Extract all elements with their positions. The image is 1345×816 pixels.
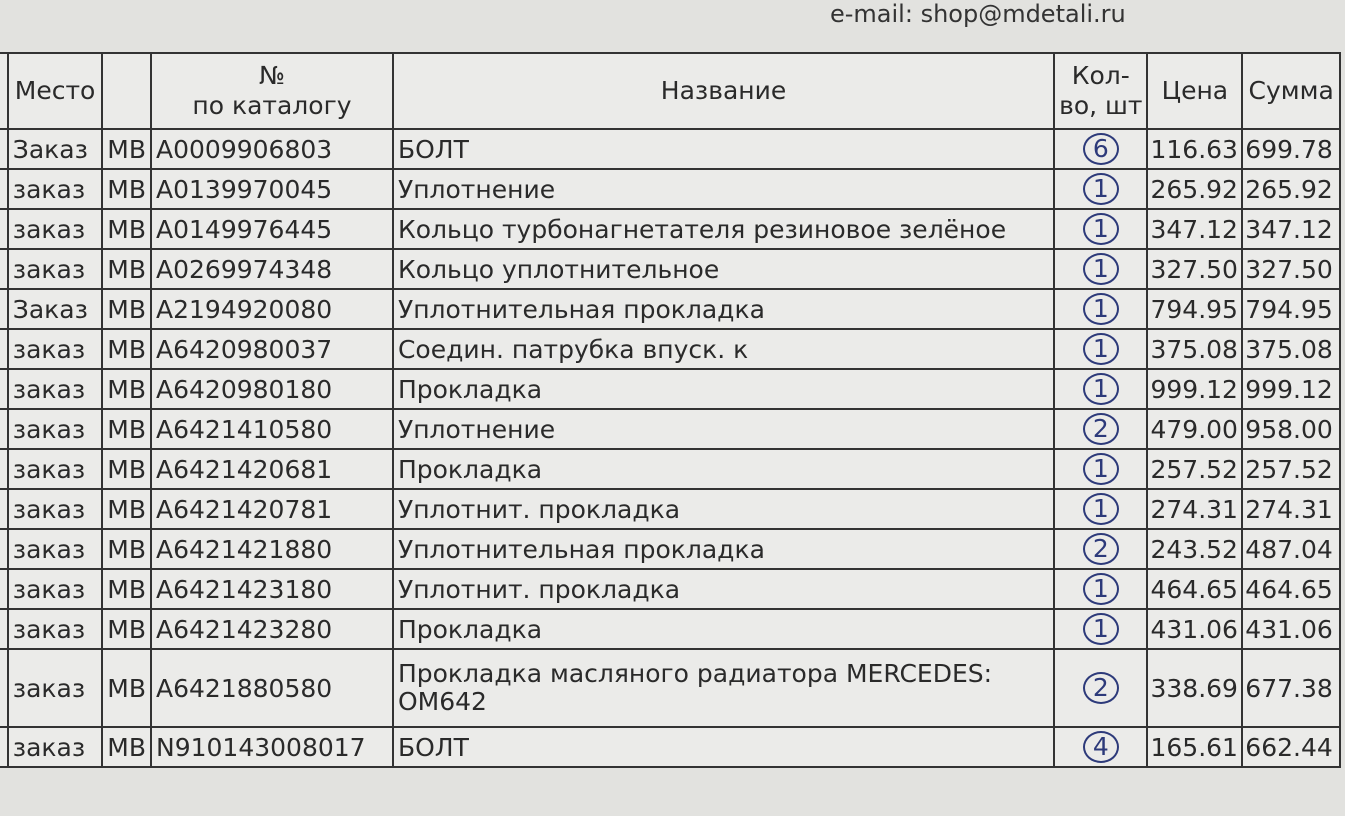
- qty-handwritten: 1: [1083, 613, 1119, 645]
- catalog-cell: A6421421880: [151, 529, 393, 569]
- qty-handwritten: 1: [1083, 573, 1119, 605]
- name-cell: Уплотнение: [393, 169, 1054, 209]
- price-cell: 375.08: [1147, 329, 1242, 369]
- brand-cell: MB: [102, 727, 151, 767]
- header-qty-line1: Кол-: [1071, 61, 1130, 90]
- header-place: Место: [8, 53, 102, 129]
- place-cell: заказ: [8, 169, 102, 209]
- catalog-cell: A6421423180: [151, 569, 393, 609]
- table-row: [0, 369, 1340, 409]
- header-sum: Сумма: [1242, 53, 1340, 129]
- brand-cell: MB: [102, 409, 151, 449]
- qty-handwritten: 1: [1083, 373, 1119, 405]
- place-cell: заказ: [8, 727, 102, 767]
- table-row: [0, 249, 1340, 289]
- row-blank: [0, 169, 8, 209]
- price-cell: 338.69: [1147, 649, 1242, 727]
- sum-cell: 375.08: [1242, 329, 1340, 369]
- qty-handwritten: 1: [1083, 293, 1119, 325]
- sum-cell: 464.65: [1242, 569, 1340, 609]
- table-row: [0, 649, 1340, 727]
- header-catalog: [151, 53, 393, 129]
- price-cell: 116.63: [1147, 129, 1242, 169]
- qty-handwritten: 2: [1083, 672, 1119, 704]
- catalog-cell: A6421420681: [151, 449, 393, 489]
- qty-handwritten: 6: [1083, 133, 1119, 165]
- brand-cell: MB: [102, 569, 151, 609]
- table-row: [0, 209, 1340, 249]
- place-cell: заказ: [8, 249, 102, 289]
- qty-cell: [1054, 209, 1147, 249]
- sum-cell: 327.50: [1242, 249, 1340, 289]
- sum-cell: 958.00: [1242, 409, 1340, 449]
- name-cell: Уплотнение: [393, 409, 1054, 449]
- header-brand: [102, 53, 151, 129]
- price-cell: 347.12: [1147, 209, 1242, 249]
- brand-cell: MB: [102, 209, 151, 249]
- shop-email: e-mail: shop@mdetali.ru: [830, 0, 1126, 28]
- price-cell: 265.92: [1147, 169, 1242, 209]
- qty-cell: [1054, 169, 1147, 209]
- brand-cell: MB: [102, 329, 151, 369]
- sum-cell: 699.78: [1242, 129, 1340, 169]
- brand-cell: MB: [102, 609, 151, 649]
- price-cell: 794.95: [1147, 289, 1242, 329]
- qty-cell: [1054, 249, 1147, 289]
- name-cell: Прокладка: [393, 369, 1054, 409]
- place-cell: заказ: [8, 489, 102, 529]
- catalog-cell: A0149976445: [151, 209, 393, 249]
- row-blank: [0, 569, 8, 609]
- place-cell: Заказ: [8, 289, 102, 329]
- place-cell: Заказ: [8, 129, 102, 169]
- qty-handwritten: 1: [1083, 453, 1119, 485]
- name-cell: Кольцо турбонагнетателя резиновое зелёное: [393, 209, 1054, 249]
- name-cell: Прокладка: [393, 449, 1054, 489]
- table-row: [0, 409, 1340, 449]
- qty-cell: [1054, 129, 1147, 169]
- price-cell: 479.00: [1147, 409, 1242, 449]
- place-cell: заказ: [8, 409, 102, 449]
- brand-cell: MB: [102, 449, 151, 489]
- catalog-cell: A6421880580: [151, 649, 393, 727]
- catalog-cell: A0139970045: [151, 169, 393, 209]
- qty-handwritten: 2: [1083, 413, 1119, 445]
- row-blank: [0, 129, 8, 169]
- brand-cell: MB: [102, 369, 151, 409]
- price-cell: 327.50: [1147, 249, 1242, 289]
- table-row: [0, 489, 1340, 529]
- price-cell: 165.61: [1147, 727, 1242, 767]
- qty-handwritten: 1: [1083, 333, 1119, 365]
- price-cell: 464.65: [1147, 569, 1242, 609]
- brand-cell: MB: [102, 529, 151, 569]
- brand-cell: MB: [102, 169, 151, 209]
- catalog-cell: A0269974348: [151, 249, 393, 289]
- header-qty: [1054, 53, 1147, 129]
- sum-cell: 794.95: [1242, 289, 1340, 329]
- qty-cell: [1054, 727, 1147, 767]
- row-blank: [0, 329, 8, 369]
- row-blank: [0, 209, 8, 249]
- qty-cell: [1054, 409, 1147, 449]
- qty-cell: [1054, 529, 1147, 569]
- name-cell: Уплотнительная прокладка: [393, 529, 1054, 569]
- header-name: Название: [393, 53, 1054, 129]
- name-cell: Прокладка масляного радиатора MERCEDES: OM642: [393, 649, 1054, 727]
- header-catalog-line2: по каталогу: [192, 91, 352, 120]
- catalog-cell: N910143008017: [151, 727, 393, 767]
- qty-cell: [1054, 449, 1147, 489]
- catalog-cell: A0009906803: [151, 129, 393, 169]
- header-catalog-line1: №: [258, 61, 285, 90]
- name-cell: Прокладка: [393, 609, 1054, 649]
- place-cell: заказ: [8, 649, 102, 727]
- qty-cell: [1054, 649, 1147, 727]
- qty-handwritten: 4: [1083, 731, 1119, 763]
- row-blank: [0, 609, 8, 649]
- sum-cell: 487.04: [1242, 529, 1340, 569]
- catalog-cell: A6421423280: [151, 609, 393, 649]
- order-table: [0, 52, 1341, 768]
- qty-handwritten: 1: [1083, 253, 1119, 285]
- name-cell: Соедин. патрубка впуск. к: [393, 329, 1054, 369]
- brand-cell: MB: [102, 289, 151, 329]
- price-cell: 257.52: [1147, 449, 1242, 489]
- row-blank: [0, 727, 8, 767]
- table-row: [0, 129, 1340, 169]
- row-blank: [0, 369, 8, 409]
- row-blank: [0, 489, 8, 529]
- place-cell: заказ: [8, 529, 102, 569]
- row-blank: [0, 529, 8, 569]
- table-row: [0, 529, 1340, 569]
- price-cell: 243.52: [1147, 529, 1242, 569]
- name-cell: Кольцо уплотнительное: [393, 249, 1054, 289]
- table-row: [0, 289, 1340, 329]
- sum-cell: 431.06: [1242, 609, 1340, 649]
- row-blank: [0, 409, 8, 449]
- row-blank: [0, 449, 8, 489]
- qty-handwritten: 1: [1083, 493, 1119, 525]
- table-row: [0, 449, 1340, 489]
- row-blank: [0, 249, 8, 289]
- qty-handwritten: 1: [1083, 173, 1119, 205]
- place-cell: заказ: [8, 329, 102, 369]
- qty-handwritten: 2: [1083, 533, 1119, 565]
- header-blank: [0, 53, 8, 129]
- sum-cell: 662.44: [1242, 727, 1340, 767]
- brand-cell: MB: [102, 649, 151, 727]
- price-cell: 274.31: [1147, 489, 1242, 529]
- catalog-cell: A6421410580: [151, 409, 393, 449]
- qty-cell: [1054, 369, 1147, 409]
- price-cell: 999.12: [1147, 369, 1242, 409]
- row-blank: [0, 289, 8, 329]
- place-cell: заказ: [8, 369, 102, 409]
- brand-cell: MB: [102, 129, 151, 169]
- sum-cell: 274.31: [1242, 489, 1340, 529]
- header-price: Цена: [1147, 53, 1242, 129]
- row-blank: [0, 649, 8, 727]
- sum-cell: 257.52: [1242, 449, 1340, 489]
- table-row: [0, 727, 1340, 767]
- sum-cell: 999.12: [1242, 369, 1340, 409]
- name-cell: Уплотнит. прокладка: [393, 489, 1054, 529]
- qty-cell: [1054, 329, 1147, 369]
- qty-cell: [1054, 569, 1147, 609]
- qty-cell: [1054, 289, 1147, 329]
- table-row: [0, 569, 1340, 609]
- brand-cell: MB: [102, 489, 151, 529]
- sum-cell: 265.92: [1242, 169, 1340, 209]
- table-row: [0, 169, 1340, 209]
- catalog-cell: A2194920080: [151, 289, 393, 329]
- place-cell: заказ: [8, 569, 102, 609]
- name-cell: БОЛТ: [393, 129, 1054, 169]
- qty-handwritten: 1: [1083, 213, 1119, 245]
- header-qty-line2: во, шт: [1059, 91, 1143, 120]
- brand-cell: MB: [102, 249, 151, 289]
- place-cell: заказ: [8, 209, 102, 249]
- sum-cell: 347.12: [1242, 209, 1340, 249]
- qty-cell: [1054, 489, 1147, 529]
- name-cell: БОЛТ: [393, 727, 1054, 767]
- sum-cell: 677.38: [1242, 649, 1340, 727]
- name-cell: Уплотнительная прокладка: [393, 289, 1054, 329]
- place-cell: заказ: [8, 609, 102, 649]
- name-cell: Уплотнит. прокладка: [393, 569, 1054, 609]
- qty-cell: [1054, 609, 1147, 649]
- table-header: [0, 53, 1340, 129]
- price-cell: 431.06: [1147, 609, 1242, 649]
- place-cell: заказ: [8, 449, 102, 489]
- table-row: [0, 609, 1340, 649]
- catalog-cell: A6421420781: [151, 489, 393, 529]
- table-row: [0, 329, 1340, 369]
- catalog-cell: A6420980037: [151, 329, 393, 369]
- catalog-cell: A6420980180: [151, 369, 393, 409]
